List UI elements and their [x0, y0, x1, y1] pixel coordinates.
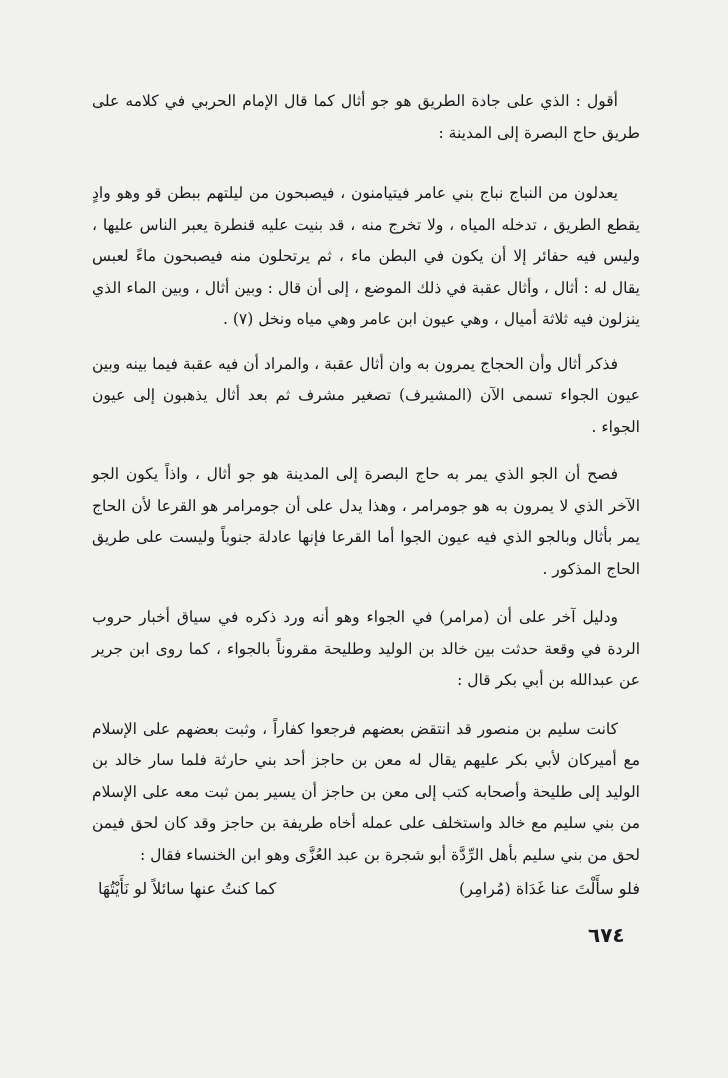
paragraph-jaw: فصح أن الجو الذي يمر به حاج البصرة إلى المدينة هو جو أثال ، واذاً يكون الجو الآخر الذي لا يمرون به هو جومرامر ، وهذا يدل على أن جومرامر هو القرعا لأن الحاج يمر بأثال وبالجو الذي فيه عيون الجوا أما القرعا فإنها عادلة جنوباً وليست على طريق الحاج المذكور . — [92, 465, 640, 578]
poetry-verse — [92, 873, 640, 905]
quote-harbi: يعدلون من النباج نباج بني عامر فيتيامنون ، فيصبحون من ليلتهم ببطن قو وهو وادٍ يقطع الطريق ، تدخله المياه ، ولا تخرج منه ، قد بنيت عليه قنطرة يعبر الناس عليها ، وليس فيه حفائر إلا أن يكون في البطن ماء ، ثم يرتحلون منه فيصبحون ماءً لعبس يقال له : أثال ، وأثال عقبة في ذلك الموضع ، إلى أن قال : وبين أثال ، وبين الماء الذي ينزلون فيه ثلاثة أميال ، وهي عيون ابن عامر وهي مياه ونخل (٧) . — [92, 184, 640, 328]
paragraph-evidence: ودليل آخر على أن (مرامر) في الجواء وهو أنه ورد ذكره في سياق أخبار حروب الردة في وقعة حدثت بين خالد بن الوليد وطليحة مقروناً بالجواء ، كما روى ابن جرير عن عبدالله بن أبي بكر قال : — [92, 608, 640, 689]
page-number: ٦٧٤ — [588, 923, 625, 947]
verse-left-hemistich: كما كنتُ عنها سائلاً لو نَأَيْتُهَا — [98, 879, 277, 898]
page-body — [92, 86, 640, 905]
paragraph-intro: أقول : الذي على جادة الطريق هو جو أثال كما قال الإمام الحربي في كلامه على طريق حاج البصرة إلى المدينة : — [92, 92, 640, 142]
paragraph-athal: فذكر أثال وأن الحجاج يمرون به وان أثال عقبة ، والمراد أن فيه عقبة فيما بينه وبين عيون الجواء تسمى الآن (المشيرف) تصغير مشرف ثم بعد أثال يذهبون إلى عيون الجواء . — [92, 354, 640, 436]
verse-right-hemistich: فلو سأَلْتَ عنا غَدَاة (مُرامِر) — [459, 879, 640, 898]
quote-ibn-jarir: كانت سليم بن منصور قد انتقض بعضهم فرجعوا كفاراً ، وثبت بعضهم على الإسلام مع أميركان لأبي بكر عليهم يقال له معن بن حاجز أحد بني حارثة فلما سار خالد بن الوليد إلى طليحة وأصحابه كتب إلى معن بن حاجز أن يسير بمن ثبت معه على الإسلام من بني سليم مع خالد واستخلف على عمله أخاه طريفة بن حاجز وقد كان لحق فيمن لحق من بني سليم بأهل الرِّدَّة أبو شجرة بن عبد العُزَّى وهو ابن الخنساء فقال : — [92, 719, 640, 864]
